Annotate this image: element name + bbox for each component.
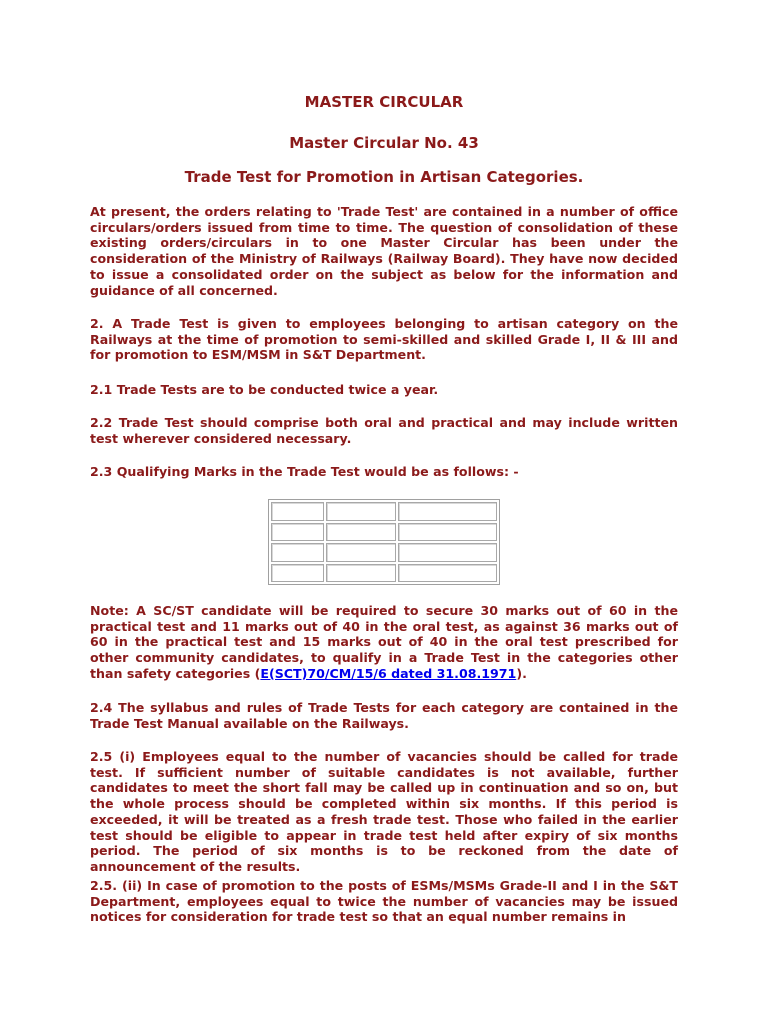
qualifying-marks-table (268, 499, 500, 585)
paragraph-2-1: 2.1 Trade Tests are to be conducted twice a year. (90, 382, 439, 397)
circular-subject: Trade Test for Promotion in Artisan Categories. (184, 168, 584, 186)
table-cell (398, 523, 497, 542)
intro-paragraph: At present, the orders relating to 'Trade Test' are contained in a number of office circulars/orders issued from time to time. The question of consolidation of these existing orders/circulars in to one Master Circular has been under the consideration of the Ministry of Railways (Railway Board). They have now decided to issue a consolidated order on the subject as below for the information and guidance of all concerned. (90, 204, 678, 298)
table-cell (326, 523, 396, 542)
document-title: MASTER CIRCULAR (304, 93, 464, 111)
table-cell (398, 543, 497, 562)
paragraph-2: 2. A Trade Test is given to employees belonging to artisan category on the Railways at the time of promotion to semi-skilled and skilled Grade I, II & III and for promotion to ESM/MSM in S&T Department. (90, 316, 678, 363)
circular-reference-link[interactable]: E(SCT)70/CM/15/6 dated 31.08.1971 (260, 665, 517, 681)
table-row (271, 502, 497, 521)
table-cell (326, 564, 396, 583)
note-text: Note: A SC/ST candidate will be required to secure 30 marks out of 60 in the practical test and 11 marks out of 40 in the oral test, as against 36 marks out of 60 in the practical test and 15 marks out of 40 in the oral test prescribed for other community candidates, to qualify in a Trade Test in the categories other than safety categories ( (90, 603, 678, 681)
table-cell (398, 502, 497, 521)
table-cell (271, 523, 324, 542)
paragraph-2-5-i: 2.5 (i) Employees equal to the number of vacancies should be called for trade test. If sufficient number of suitable candidates is not available, further candidates to meet the short fall may be called up in continuation and so on, but the whole process should be completed within six months. If this period is exceeded, it will be treated as a fresh trade test. Those who failed in the earlier test should be eligible to appear in trade test held after expiry of six months period. The period of six months is to be reckoned from the date of announcement of the results. (90, 749, 678, 874)
table-row (271, 564, 497, 583)
paragraph-2-2: 2.2 Trade Test should comprise both oral and practical and may include written test wherever considered necessary. (90, 415, 678, 446)
note-paragraph (90, 603, 678, 682)
table-cell (271, 564, 324, 583)
table-cell (398, 564, 497, 583)
table-cell (271, 543, 324, 562)
table-cell (271, 502, 324, 521)
note-end: ). (516, 665, 527, 681)
table-cell (326, 502, 396, 521)
circular-number: Master Circular No. 43 (289, 134, 479, 152)
paragraph-2-4: 2.4 The syllabus and rules of Trade Tests for each category are contained in the Trade Test Manual available on the Railways. (90, 700, 678, 731)
table-row (271, 543, 497, 562)
table-cell (326, 543, 396, 562)
table-row (271, 523, 497, 542)
paragraph-2-5-ii: 2.5. (ii) In case of promotion to the posts of ESMs/MSMs Grade-II and I in the S&T Department, employees equal to twice the number of vacancies may be issued notices for consideration for trade test so that an equal number remains in (90, 878, 678, 925)
paragraph-2-3: 2.3 Qualifying Marks in the Trade Test would be as follows: - (90, 464, 519, 479)
